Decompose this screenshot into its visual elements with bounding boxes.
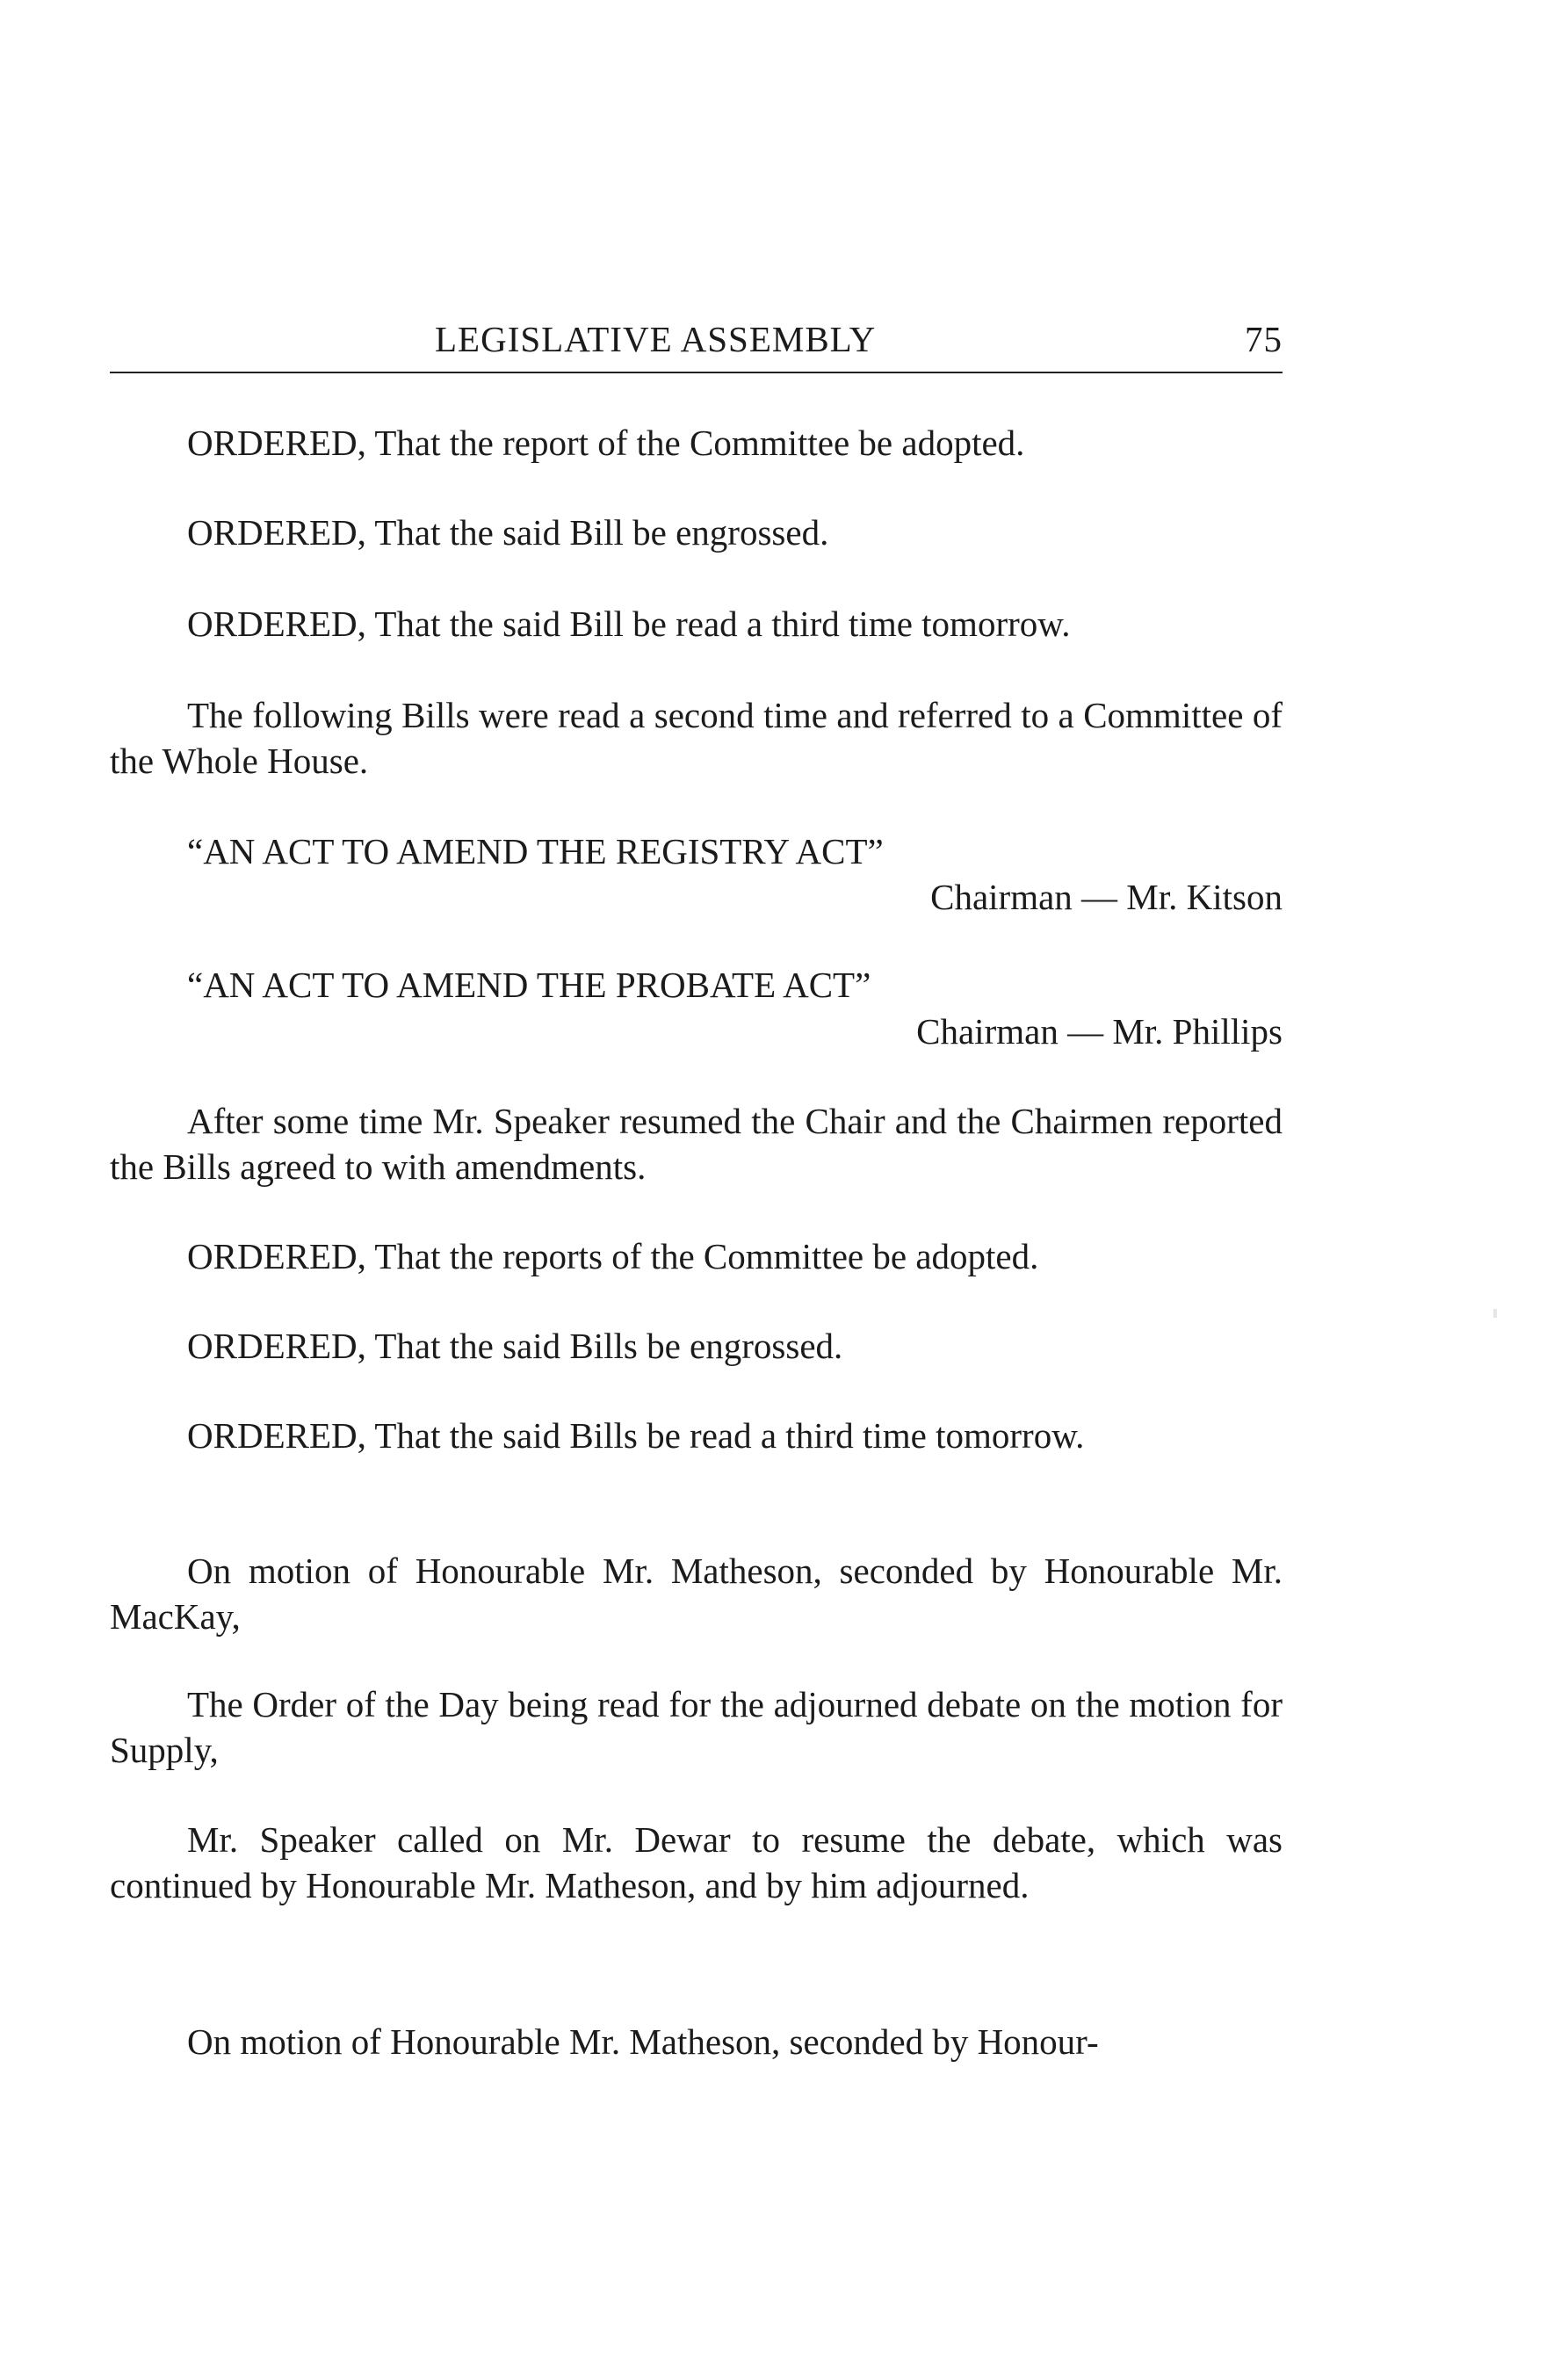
paragraph-motion-matheson-continued: On motion of Honourable Mr. Matheson, seconded by Honour- [187, 2021, 1099, 2062]
scan-speck [1493, 1309, 1497, 1318]
paragraph-speaker-called-dewar: Mr. Speaker called on Mr. Dewar to resume the debate, which was continued by Honourable Mr. Matheson, and by him adjourned. [110, 1819, 1283, 1905]
paragraph-order-bill-engrossed: ORDERED, That the said Bill be engrossed. [187, 512, 829, 553]
paragraph-order-third-reading: ORDERED, That the said Bill be read a third time tomorrow. [187, 604, 1071, 644]
page-number: 75 [1245, 319, 1283, 359]
paragraph-order-reports-adopted: ORDERED, That the reports of the Committee be adopted. [187, 1236, 1039, 1276]
paragraph-order-of-day-supply: The Order of the Day being read for the adjourned debate on the motion for Supply, [110, 1684, 1283, 1770]
paragraph-motion-matheson-mackay: On motion of Honourable Mr. Matheson, seconded by Honourable Mr. MacKay, [110, 1551, 1283, 1637]
bill-title-registry-act: “AN ACT TO AMEND THE REGISTRY ACT” [187, 831, 884, 871]
bill-title-probate-act: “AN ACT TO AMEND THE PROBATE ACT” [187, 965, 871, 1005]
bill-chairman-phillips: Chairman — Mr. Phillips [916, 1011, 1283, 1052]
bill-chairman-kitson: Chairman — Mr. Kitson [930, 877, 1283, 917]
running-header [110, 314, 1283, 371]
paragraph-order-bills-engrossed: ORDERED, That the said Bills be engrossed. [187, 1326, 843, 1366]
paragraph-order-report-adopted: ORDERED, That the report of the Committee be adopted. [187, 423, 1025, 463]
header-rule [110, 372, 1283, 373]
paragraph-speaker-resumed-chair: After some time Mr. Speaker resumed the Chair and the Chairmen reported the Bills agreed to with amendments. [110, 1101, 1283, 1187]
paragraph-bills-second-reading: The following Bills were read a second time and referred to a Committee of the Whole House. [110, 695, 1283, 781]
paragraph-order-bills-third-reading: ORDERED, That the said Bills be read a third time tomorrow. [187, 1415, 1085, 1456]
header-title: LEGISLATIVE ASSEMBLY [435, 319, 877, 359]
